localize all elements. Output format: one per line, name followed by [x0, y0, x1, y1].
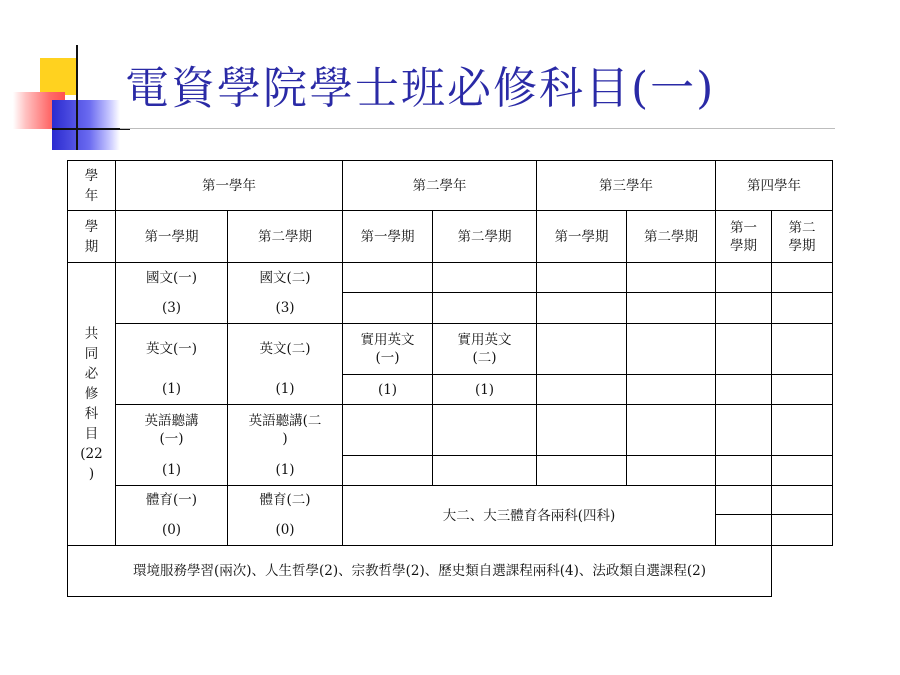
course-row — [68, 486, 833, 515]
decor-yellow-square — [40, 58, 77, 95]
empty-cell — [343, 293, 433, 324]
semester-header: 第二學期 — [627, 211, 716, 263]
credit-row — [68, 456, 833, 486]
course-name: 國文(二) — [228, 263, 343, 293]
empty-cell — [343, 405, 433, 456]
empty-cell — [716, 515, 772, 546]
empty-cell — [433, 263, 537, 293]
empty-cell — [772, 456, 833, 486]
course-credit: (1) — [116, 375, 228, 405]
empty-cell — [772, 486, 833, 515]
empty-cell — [537, 263, 627, 293]
course-name: 英文(一) — [116, 324, 228, 375]
empty-cell — [716, 375, 772, 405]
course-name: 實用英文 (二) — [433, 324, 537, 375]
course-name: 實用英文 (一) — [343, 324, 433, 375]
course-row — [68, 405, 833, 456]
footer-note: 環境服務學習(兩次)、人生哲學(2)、宗教哲學(2)、歷史類自選課程兩科(4)、法政類自選課程(2) — [68, 546, 772, 597]
empty-cell — [343, 456, 433, 486]
semester-header: 第二 學期 — [772, 211, 833, 263]
semester-header: 第二學期 — [228, 211, 343, 263]
title-underline — [120, 128, 835, 129]
course-name: 體育(一) — [116, 486, 228, 515]
empty-cell — [433, 293, 537, 324]
empty-cell — [716, 486, 772, 515]
year-header-row — [68, 161, 833, 211]
decor-horizontal-line — [52, 128, 130, 130]
course-name: 國文(一) — [116, 263, 228, 293]
course-credit: (1) — [433, 375, 537, 405]
empty-cell — [627, 405, 716, 456]
year-3-header: 第三學年 — [537, 161, 716, 211]
semester-header: 第一學期 — [343, 211, 433, 263]
empty-cell — [627, 375, 716, 405]
course-row — [68, 324, 833, 375]
empty-cell — [716, 456, 772, 486]
curriculum-table — [67, 160, 833, 597]
category-label: 共 同 必 修 科 目 (22 ) — [68, 263, 116, 546]
year-1-header: 第一學年 — [116, 161, 343, 211]
semester-header-label: 學 期 — [68, 211, 116, 263]
course-name: 英語聽講(二 ) — [228, 405, 343, 456]
empty-cell — [537, 405, 627, 456]
course-credit: (3) — [116, 293, 228, 324]
empty-cell — [537, 293, 627, 324]
course-credit: (1) — [116, 456, 228, 486]
empty-cell — [537, 324, 627, 375]
year-4-header: 第四學年 — [716, 161, 833, 211]
empty-cell — [772, 515, 833, 546]
course-credit: (3) — [228, 293, 343, 324]
course-row — [68, 263, 833, 293]
year-2-header: 第二學年 — [343, 161, 537, 211]
page-title: 電資學院學士班必修科目(一) — [125, 63, 716, 114]
footer-row — [68, 546, 833, 597]
semester-header-row — [68, 211, 833, 263]
pe-span-note: 大二、大三體育各兩科(四科) — [343, 486, 716, 546]
course-credit: (1) — [228, 375, 343, 405]
empty-cell — [537, 375, 627, 405]
empty-cell — [627, 263, 716, 293]
empty-cell — [537, 456, 627, 486]
semester-header: 第一學期 — [116, 211, 228, 263]
course-credit: (1) — [228, 456, 343, 486]
empty-cell — [772, 263, 833, 293]
semester-header: 第二學期 — [433, 211, 537, 263]
empty-cell — [772, 293, 833, 324]
decor-blue-gradient-block — [52, 100, 120, 150]
credit-row — [68, 375, 833, 405]
course-name: 英語聽講 (一) — [116, 405, 228, 456]
decor-vertical-line — [76, 45, 78, 150]
empty-cell — [716, 324, 772, 375]
course-name: 體育(二) — [228, 486, 343, 515]
empty-cell — [772, 405, 833, 456]
course-credit: (0) — [228, 515, 343, 546]
semester-header: 第一學期 — [537, 211, 627, 263]
credit-row — [68, 293, 833, 324]
empty-cell — [772, 375, 833, 405]
empty-cell — [716, 293, 772, 324]
empty-cell — [433, 456, 537, 486]
empty-cell — [716, 263, 772, 293]
empty-cell — [716, 405, 772, 456]
empty-cell — [627, 324, 716, 375]
course-name: 英文(二) — [228, 324, 343, 375]
year-header-label: 學 年 — [68, 161, 116, 211]
empty-cell — [627, 456, 716, 486]
course-credit: (0) — [116, 515, 228, 546]
empty-cell — [343, 263, 433, 293]
empty-cell — [772, 324, 833, 375]
empty-cell — [627, 293, 716, 324]
empty-cell — [433, 405, 537, 456]
semester-header: 第一 學期 — [716, 211, 772, 263]
course-credit: (1) — [343, 375, 433, 405]
